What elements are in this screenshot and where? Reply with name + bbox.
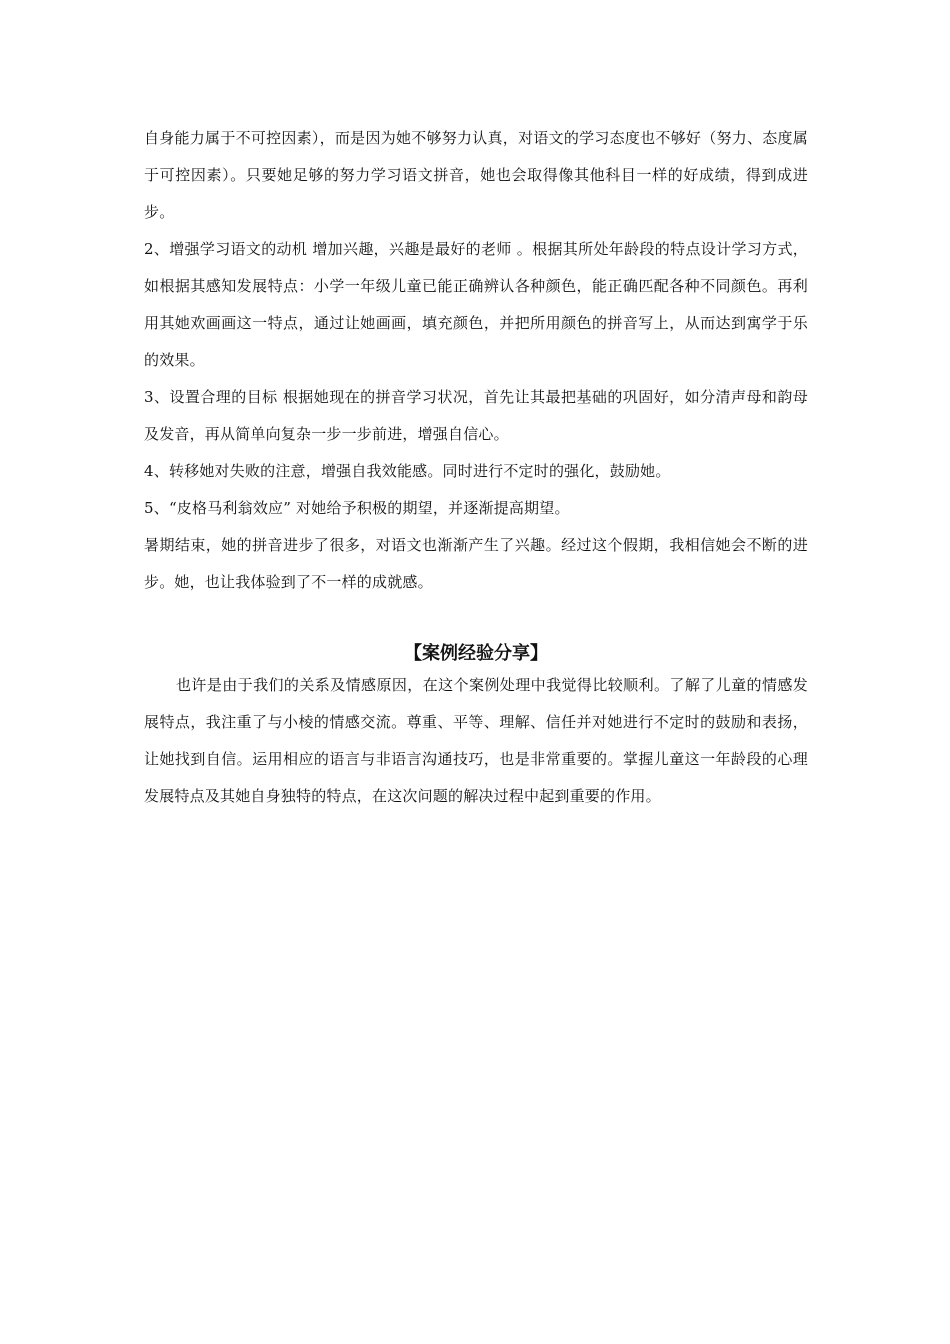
section-title: 【案例经验分享】 [404,643,548,664]
paragraph-conclusion: 暑期结束，她的拼音进步了很多，对语文也渐渐产生了兴趣。经过这个假期，我相信她会不断的进步。她，也让我体验到了不一样的成就感。 [144,536,808,591]
paragraph-point-2: 2、增强学习语文的动机 增加兴趣，兴趣是最好的老师 。根据其所处年龄段的特点设计学习方式，如根据其感知发展特点：小学一年级儿童已能正确辨认各种颜色，能正确匹配各种不同颜色。再利用其她欢画画这一特点，通过让她画画，填充颜色，并把所用颜色的拼音写上，从而达到寓学于乐的效果。 [144,240,808,369]
section-body: 也许是由于我们的关系及情感原因，在这个案例处理中我觉得比较顺利。了解了儿童的情感发展特点，我注重了与小棱的情感交流。尊重、平等、理解、信任并对她进行不定时的鼓励和表扬，让她找到自信。运用相应的语言与非语言沟通技巧，也是非常重要的。掌握儿童这一年龄段的心理发展特点及其她自身独特的特点，在这次问题的解决过程中起到重要的作用。 [144,676,808,805]
paragraph-point-4: 4、转移她对失败的注意，增强自我效能感。同时进行不定时的强化，鼓励她。 [144,462,671,480]
document-content [144,120,808,815]
paragraph-continuation: 自身能力属于不可控因素），而是因为她不够努力认真，对语文的学习态度也不够好（努力、态度属于可控因素）。只要她足够的努力学习语文拼音，她也会取得像其他科目一样的好成绩，得到成进步。 [144,129,808,221]
paragraph-point-3: 3、设置合理的目标 根据她现在的拼音学习状况，首先让其最把基础的巩固好，如分清声母和韵母及发音，再从简单向复杂一步一步前进，增强自信心。 [144,388,808,443]
paragraph-point-5: 5、“皮格马利翁效应” 对她给予积极的期望，并逐渐提高期望。 [144,499,570,517]
